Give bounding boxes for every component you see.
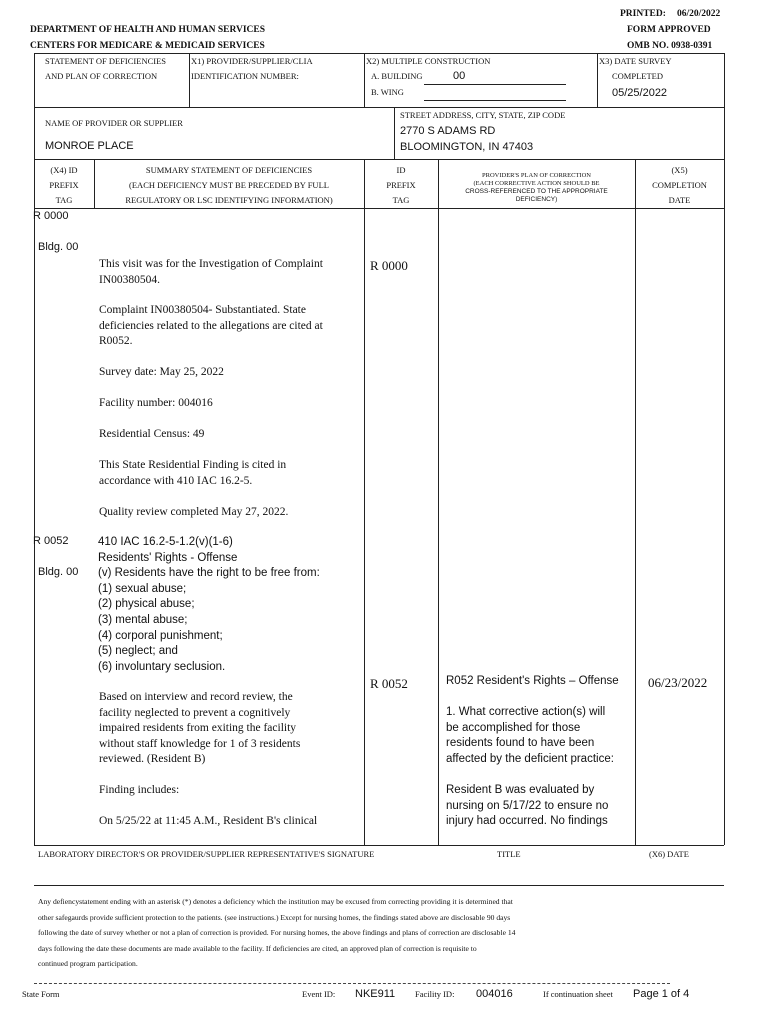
summary-census: Residential Census: 49: [99, 428, 205, 440]
tag-r0000: R 0000: [33, 210, 69, 222]
disclosure-notice: Any defiencystatement ending with an asterisk (*) denotes a deficiency which the institution may be excused from correcting providing it is determined that other safegaurds provide sufficient protection to the patients. (see instructions.) Except for nursing homes, the findings stated above are disclosable 90 days following the date of survey whether or not a plan of correction is provided. For nursing homes, the above findings and plans of correction are disclosable 14 days following the date these documents are made available to the facility. If deficiencies are cited, an approved plan of correction is requisite to continued program participation.: [38, 897, 516, 968]
continuation-label: If continuation sheet: [543, 989, 613, 999]
printed-label: PRINTED:: [620, 9, 666, 19]
event-id-label: Event ID:: [302, 989, 336, 999]
building-value: 00: [453, 70, 466, 82]
x5-completion-header: COMPLETION: [652, 180, 707, 190]
finding-paragraph: Based on interview and record review, the facility neglected to prevent a cognitively impaired residents from exiting the facility without staff knowledge for 1 of 3 residents reviewed. (Resident B): [99, 691, 301, 766]
x5-date-header: DATE: [668, 195, 691, 205]
plan-header-2: (EACH CORRECTIVE ACTION SHOULD BE: [473, 180, 600, 187]
signature-label: LABORATORY DIRECTOR'S OR PROVIDER/SUPPLIER REPRESENTATIVE'S SIGNATURE: [38, 849, 375, 859]
regulation-text: 410 IAC 16.2-5-1.2(v)(1-6) Residents' Rights - Offense (v) Residents have the right to be free from: (1) sexual abuse; (2) physical abuse; (3) mental abuse; (4) corporal punishment; (5) neglect; and (6) involuntary seclusion.: [98, 536, 320, 673]
summary-header-3: REGULATORY OR LSC IDENTIFYING INFORMATION): [125, 195, 333, 205]
summary-survey-date: Survey date: May 25, 2022: [99, 366, 224, 378]
omb-number: OMB NO. 0938-0391: [627, 41, 713, 51]
provider-name: MONROE PLACE: [45, 140, 134, 152]
plan-header-3: CROSS-REFERENCED TO THE APPROPRIATE: [465, 188, 608, 195]
facility-id-label: Facility ID:: [415, 989, 455, 999]
event-id-value: NKE911: [355, 988, 396, 1000]
plan-header-1: PROVIDER'S PLAN OF CORRECTION: [482, 172, 591, 179]
summary-quality-review: Quality review completed May 27, 2022.: [99, 506, 289, 518]
x4-prefix-header: PREFIX: [49, 180, 79, 190]
centers-name: CENTERS FOR MEDICARE & MEDICAID SERVICES: [30, 41, 265, 51]
finding-clinical: On 5/25/22 at 11:45 A.M., Resident B's clinical: [99, 815, 318, 827]
summary-paragraph-state: This State Residential Finding is cited in accordance with 410 IAC 16.2-5.: [99, 459, 287, 487]
summary-paragraph-2: Complaint IN00380504- Substantiated. State deficiencies related to the allegations are cited at R0052.: [99, 304, 323, 348]
id-prefix-header: PREFIX: [386, 180, 416, 190]
tag-r0052: R 0052: [33, 535, 69, 547]
form-approved: FORM APPROVED: [627, 25, 711, 35]
x2-label: X2) MULTIPLE CONSTRUCTION: [366, 56, 491, 66]
state-form-label: State Form: [22, 989, 60, 999]
finding-includes: Finding includes:: [99, 784, 180, 796]
department-name: DEPARTMENT OF HEALTH AND HUMAN SERVICES: [30, 25, 266, 35]
address-line-1: 2770 S ADAMS RD: [400, 125, 496, 137]
plan-header-4: DEFICIENCY): [515, 196, 558, 203]
summary-facility-number: Facility number: 004016: [99, 397, 213, 409]
facility-id-value: 004016: [476, 988, 513, 1000]
id-tag-header: TAG: [392, 195, 410, 205]
building-label: A. BUILDING: [371, 71, 423, 81]
x4-tag-header: TAG: [55, 195, 73, 205]
building-tag-2: Bldg. 00: [38, 566, 79, 578]
x3-label: X3) DATE SURVEY: [599, 56, 672, 66]
address-label: STREET ADDRESS, CITY, STATE, ZIP CODE: [400, 110, 566, 120]
plan-title: R052 Resident's Rights – Offense: [446, 675, 619, 687]
x5-header: (X5): [671, 165, 688, 175]
id-tag-r0000: R 0000: [370, 258, 408, 273]
title-label: TITLE: [497, 849, 521, 859]
building-tag-1: Bldg. 00: [38, 241, 79, 253]
completion-date: 06/23/2022: [648, 675, 708, 690]
page-number: Page 1 of 4: [633, 988, 690, 1000]
summary-paragraph-1: This visit was for the Investigation of Complaint IN00380504.: [99, 258, 323, 286]
id-tag-r0052: R 0052: [370, 676, 408, 691]
id-header: ID: [396, 165, 406, 175]
statement-label-2: AND PLAN OF CORRECTION: [45, 71, 158, 81]
plan-question: 1. What corrective action(s) will be accomplished for those residents found to have been affected by the deficient practice:: [446, 706, 614, 765]
x1-sub-label: IDENTIFICATION NUMBER:: [191, 71, 299, 81]
survey-date: 05/25/2022: [612, 87, 668, 99]
summary-header-1: SUMMARY STATEMENT OF DEFICIENCIES: [145, 165, 313, 175]
provider-label: NAME OF PROVIDER OR SUPPLIER: [45, 118, 183, 128]
wing-label: B. WING: [371, 87, 404, 97]
x6-date-label: (X6) DATE: [649, 849, 689, 859]
statement-label-1: STATEMENT OF DEFICIENCIES: [45, 56, 167, 66]
address-line-2: BLOOMINGTON, IN 47403: [400, 141, 534, 153]
x3-sub-label: COMPLETED: [612, 71, 663, 81]
x4-id-header: (X4) ID: [50, 165, 78, 175]
x1-label: X1) PROVIDER/SUPPLIER/CLIA: [191, 56, 313, 66]
summary-header-2: (EACH DEFICIENCY MUST BE PRECEDED BY FULL: [129, 180, 329, 190]
plan-answer: Resident B was evaluated by nursing on 5/17/22 to ensure no injury had occurred. No findings: [446, 784, 609, 828]
printed-date: 06/20/2022: [677, 9, 721, 19]
